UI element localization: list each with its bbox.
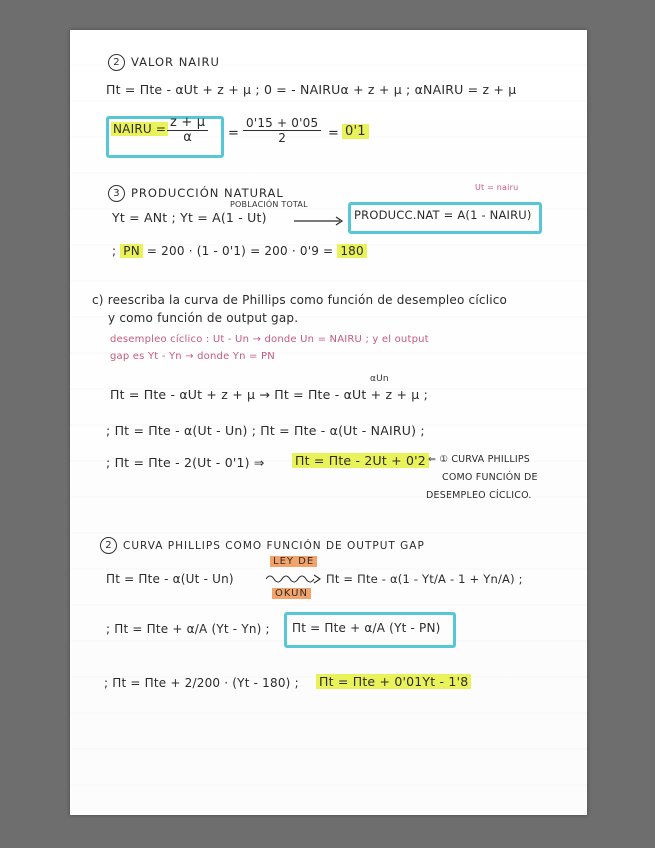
pn-result: 180 <box>337 244 367 258</box>
nairu-fraction-2 <box>240 116 324 145</box>
section-2-title: PRODUCCIÓN NATURAL <box>131 186 284 200</box>
output-gap-eq-2-box: Πt = Πte + α/A (Yt - PN) <box>292 621 441 635</box>
part-c-intro-1: c) reescriba la curva de Phillips como función de desempleo cíclico <box>92 293 508 307</box>
nairu-frac2-den: 2 <box>278 131 287 145</box>
nairu-eq-sign: = <box>228 126 240 141</box>
nairu-fraction <box>164 116 211 145</box>
annotation-poblacion-total: POBLACIÓN TOTAL <box>230 200 308 209</box>
nairu-eq-sign-2: = <box>328 126 340 141</box>
phillips-eq-2: ; Πt = Πte - α(Ut - Un) ; Πt = Πte - α(Ut - NAIRU) ; <box>106 423 425 438</box>
section-1-title: VALOR NAIRU <box>131 55 220 69</box>
section-1-header <box>108 54 220 71</box>
annotation-alpha-un: αUn <box>370 374 389 384</box>
output-gap-eq-right: Πt = Πte - α(1 - Yt/A - 1 + Yn/A) ; <box>326 572 523 586</box>
curva-phillips-ref-3: DESEMPLEO CÍCLICO. <box>426 490 532 501</box>
pn-label: PN <box>120 244 143 258</box>
output-gap-eq-left: Πt = Πte - α(Ut - Un) <box>106 572 234 586</box>
wavy-arrow-icon <box>266 573 322 585</box>
phillips-eq-1: Πt = Πte - αUt + z + μ → Πt = Πte - αUt + z + μ ; <box>110 387 429 402</box>
output-gap-eq-3-left: ; Πt = Πte + 2/200 · (Yt - 180) ; <box>104 676 299 690</box>
long-arrow-icon <box>294 216 346 226</box>
nairu-result: 0'1 <box>342 124 369 139</box>
section-1-equation: Πt = Πte - αUt + z + μ ; 0 = - NAIRUα + z + μ ; αNAIRU = z + μ <box>106 82 517 97</box>
output-gap-eq-3-highlight: Πt = Πte + 0'01Yt - 1'8 <box>316 674 471 689</box>
nairu-frac2-num: 0'15 + 0'05 <box>243 116 321 131</box>
phillips-eq-3-left: ; Πt = Πte - 2(Ut - 0'1) ⇒ <box>106 455 265 470</box>
pn-row: ; PN = 200 · (1 - 0'1) = 200 · 0'9 = 180 <box>112 244 367 258</box>
curva-phillips-ref-2: COMO FUNCIÓN DE <box>442 472 538 483</box>
note-desempleo-ciclico: desempleo cíclico : Ut - Un → donde Un = NAIRU ; y el output <box>110 334 429 345</box>
section-4-header <box>100 537 425 554</box>
production-nat-formula: PRODUCC.NAT = A(1 - NAIRU) <box>354 208 532 222</box>
pn-equation: = 200 · (1 - 0'1) = 200 · 0'9 = <box>146 244 334 258</box>
section-1-number: 2 <box>108 54 125 71</box>
production-equation-left: Yt = ANt ; Yt = A(1 - Ut) <box>112 210 267 225</box>
note-output-gap: gap es Yt - Yn → donde Yn = PN <box>110 351 275 362</box>
notebook-page <box>70 30 587 815</box>
section-4-number: 2 <box>100 537 117 554</box>
curva-phillips-ref: ⇐ ① CURVA PHILLIPS <box>428 454 531 465</box>
ley-de-label: LEY DE <box>270 556 317 567</box>
section-4-title: CURVA PHILLIPS COMO FUNCIÓN DE OUTPUT GAP <box>123 540 425 552</box>
okun-label: OKUN <box>272 588 311 599</box>
annotation-ut-nairu: Ut = nairu <box>475 183 519 192</box>
part-c-intro-2: y como función de output gap. <box>108 311 299 325</box>
section-2-number: 3 <box>108 185 125 202</box>
nairu-frac-den: α <box>183 130 193 145</box>
nairu-frac-num: z + μ <box>167 116 208 131</box>
nairu-label: NAIRU = <box>113 122 167 136</box>
phillips-eq-3-highlight: Πt = Πte - 2Ut + 0'2 <box>292 453 429 468</box>
output-gap-eq-2-left: ; Πt = Πte + α/A (Yt - Yn) ; <box>106 622 270 636</box>
